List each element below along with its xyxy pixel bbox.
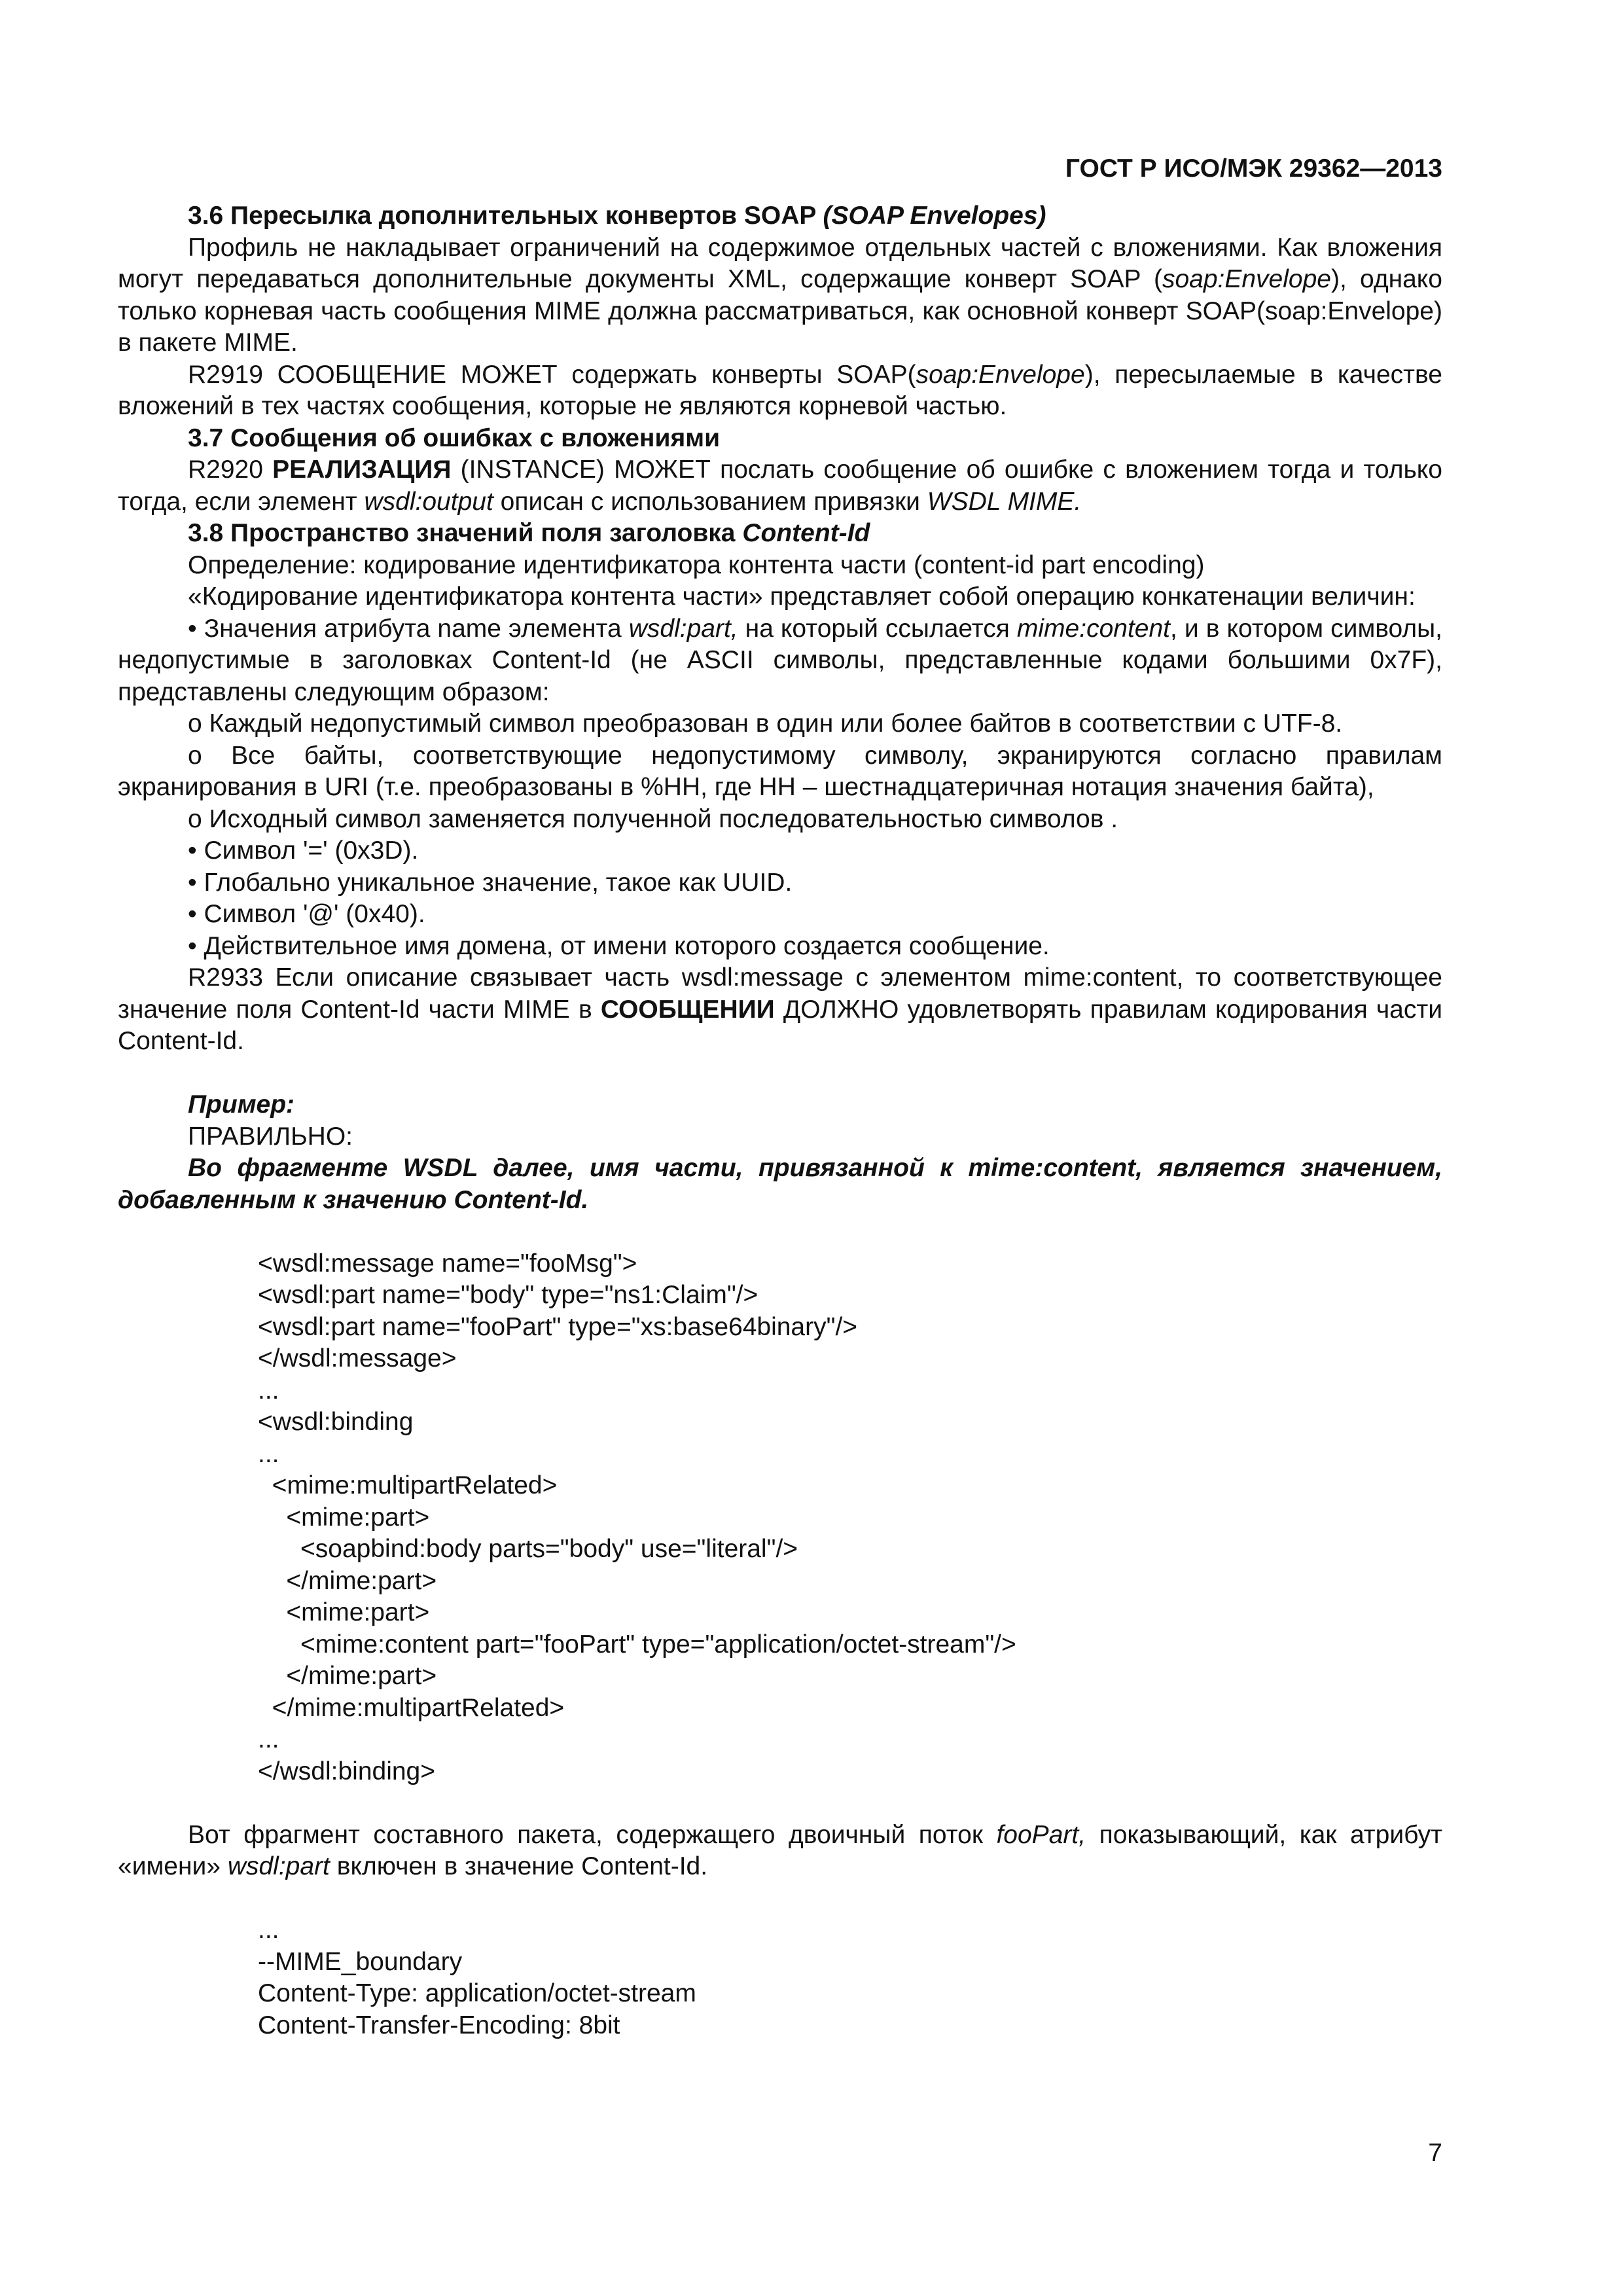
requirement-r2920: R2920 РЕАЛИЗАЦИЯ (INSTANCE) МОЖЕТ послать сообщение об ошибке с вложением тогда и только тогда, если элемент wsdl:output описан с использованием привязки WSDL MIME. bbox=[118, 456, 1442, 516]
bullet-item: • Значения атрибута name элемента wsdl:part, на который ссылается mime:content, и в котором символы, недопустимые в заголовках Content-Id (не ASCII символы, представленные кодами большими 0x7F), представлены следующим образом: bbox=[118, 614, 1442, 706]
code-line: ... bbox=[258, 1376, 279, 1405]
bullet-item: • Символ '=' (0x3D). bbox=[188, 836, 419, 865]
sub-item: o Исходный символ заменяется полученной последовательностью символов . bbox=[188, 804, 1118, 833]
code-line: <soapbind:body parts="body" use="literal"/> bbox=[258, 1535, 798, 1563]
requirement-r2933: R2933 Если описание связывает часть wsdl:message с элементом mime:content, то соответствующее значение поля Content-Id части MIME в СООБЩЕНИИ ДОЛЖНО удовлетворять правилам кодирования части Content-Id. bbox=[118, 963, 1442, 1055]
code-line: ... bbox=[258, 1916, 279, 1944]
code-line: <mime:part> bbox=[258, 1503, 430, 1532]
section-3-8-paragraph: «Кодирование идентификатора контента части» представляет собой операцию конкатенации величин: bbox=[188, 583, 1416, 611]
code-line: </mime:part> bbox=[258, 1566, 437, 1595]
section-3-7-heading: 3.7 Сообщения об ошибках с вложениями bbox=[188, 423, 721, 452]
section-3-6-paragraph: Профиль не накладывает ограничений на содержимое отдельных частей с вложениями. Как вложения могут передаваться дополнительные документы XML, содержащие конверт SOAP (soap:Envelope), однако только корневая часть сообщения MIME должна рассматриваться, как основной конверт SOAP(soap:Envelope) в пакете MIME. bbox=[118, 233, 1442, 357]
code-line: </mime:part> bbox=[258, 1662, 437, 1690]
code-line: Content-Transfer-Encoding: 8bit bbox=[258, 2011, 620, 2039]
code-line: <wsdl:message name="fooMsg"> bbox=[258, 1249, 637, 1278]
sub-item: o Каждый недопустимый символ преобразован в один или более байтов в соответствии с UTF-8. bbox=[188, 709, 1343, 738]
code-line: </wsdl:binding> bbox=[258, 1757, 436, 1785]
wsdl-code-block bbox=[118, 1248, 1442, 1788]
code-line: </mime:multipartRelated> bbox=[258, 1693, 565, 1722]
definition: Определение: кодирование идентификатора контента части (content-id part encoding) bbox=[188, 550, 1205, 579]
page-number: 7 bbox=[1428, 2139, 1442, 2167]
code-line: <mime:content part="fooPart" type="application/octet-stream"/> bbox=[258, 1630, 1016, 1659]
bullet-item: • Символ '@' (0x40). bbox=[188, 900, 425, 928]
mime-code-block bbox=[118, 1914, 1442, 2041]
section-3-8-heading: 3.8 Пространство значений поля заголовка Content-Id bbox=[188, 519, 870, 547]
bullet-item: • Действительное имя домена, от имени которого создается сообщение. bbox=[188, 931, 1050, 960]
code-line: --MIME_boundary bbox=[258, 1947, 463, 1976]
example-label: Пример: bbox=[188, 1090, 295, 1119]
code-line: Content-Type: application/octet-stream bbox=[258, 1979, 696, 2007]
requirement-r2919: R2919 СООБЩЕНИЕ МОЖЕТ содержать конверты SOAP(soap:Envelope), пересылаемые в качестве вложений в тех частях сообщения, которые не являются корневой частью. bbox=[118, 360, 1442, 420]
code-line: <wsdl:binding bbox=[258, 1408, 414, 1436]
code-line: <wsdl:part name="fooPart" type="xs:base64binary"/> bbox=[258, 1312, 858, 1341]
section-3-6-heading: 3.6 Пересылка дополнительных конвертов SOAP (SOAP Envelopes) bbox=[188, 202, 1046, 230]
code-line: ... bbox=[258, 1439, 279, 1468]
example-description: Во фрагменте WSDL далее, имя части, привязанной к mime:content, является значением, добавленным к значению Content-Id. bbox=[118, 1154, 1442, 1214]
bullet-item: • Глобально уникальное значение, такое как UUID. bbox=[188, 868, 793, 897]
code-line: </wsdl:message> bbox=[258, 1344, 457, 1372]
standard-designation: ГОСТ Р ИСО/МЭК 29362—2013 bbox=[1065, 154, 1442, 183]
document-body bbox=[118, 200, 1442, 2041]
sub-item: o Все байты, соответствующие недопустимому символу, экранируются согласно правилам экранирования в URI (т.е. преобразованы в %HH, где HH – шестнадцатеричная нотация значения байта), bbox=[118, 741, 1442, 801]
code-line: ... bbox=[258, 1725, 279, 1753]
code-line: <mime:part> bbox=[258, 1598, 430, 1626]
code-line: <wsdl:part name="body" type="ns1:Claim"/> bbox=[258, 1281, 758, 1309]
example-explanation: Вот фрагмент составного пакета, содержащего двоичный поток fooPart, показывающий, как атрибут «имени» wsdl:part включен в значение Content-Id. bbox=[118, 1820, 1442, 1880]
example-correct: ПРАВИЛЬНО: bbox=[188, 1122, 353, 1151]
code-line: <mime:multipartRelated> bbox=[258, 1471, 558, 1499]
